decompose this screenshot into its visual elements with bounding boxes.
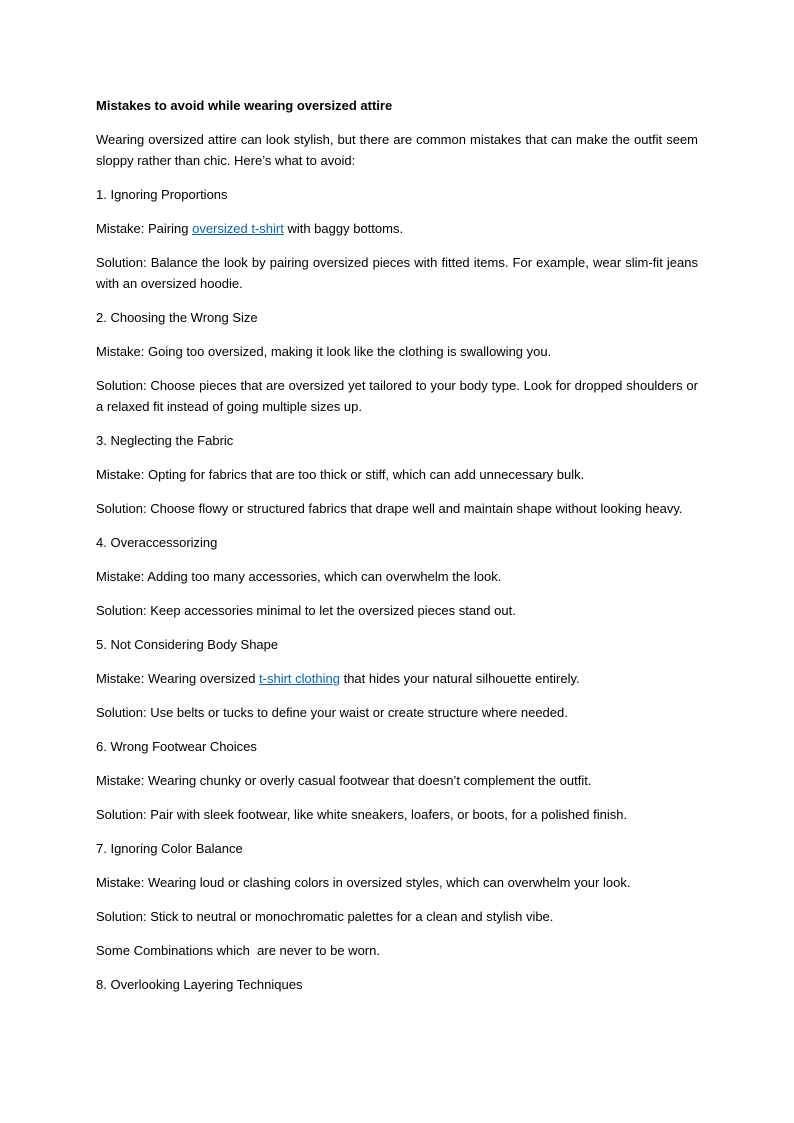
mistake-paragraph: Mistake: Wearing chunky or overly casual footwear that doesn’t complement the outfit. xyxy=(96,773,592,788)
mistake-paragraph: Mistake: Going too oversized, making it look like the clothing is swallowing you. xyxy=(96,344,552,359)
section-heading: 8. Overlooking Layering Techniques xyxy=(96,977,303,992)
section-heading: 2. Choosing the Wrong Size xyxy=(96,310,258,325)
intro-paragraph: Wearing oversized attire can look stylish, but there are common mistakes that can make the outfit seem sloppy rather than chic. Here’s what to avoid: xyxy=(96,132,698,168)
mistake-text: Mistake: Pairing xyxy=(96,221,193,236)
note-paragraph: Some Combinations which are never to be worn. xyxy=(96,943,380,958)
solution-paragraph: Solution: Choose flowy or structured fabrics that drape well and maintain shape without looking heavy. xyxy=(96,501,683,516)
solution-paragraph: Solution: Stick to neutral or monochromatic palettes for a clean and stylish vibe. xyxy=(96,909,554,924)
mistake-paragraph xyxy=(96,218,698,239)
document-title: Mistakes to avoid while wearing oversized attire xyxy=(96,98,393,113)
mistake-paragraph: Mistake: Wearing loud or clashing colors in oversized styles, which can overwhelm your look. xyxy=(96,875,631,890)
solution-paragraph: Solution: Balance the look by pairing oversized pieces with fitted items. For example, wear slim-fit jeans with an oversized hoodie. xyxy=(96,255,698,291)
mistake-text: with baggy bottoms. xyxy=(283,221,404,236)
section-heading: 6. Wrong Footwear Choices xyxy=(96,739,257,754)
section-heading: 1. Ignoring Proportions xyxy=(96,187,228,202)
mistake-paragraph xyxy=(96,668,698,689)
section-heading: 5. Not Considering Body Shape xyxy=(96,637,279,652)
solution-paragraph: Solution: Keep accessories minimal to let the oversized pieces stand out. xyxy=(96,603,516,618)
solution-paragraph: Solution: Use belts or tucks to define your waist or create structure where needed. xyxy=(96,705,568,720)
section-heading: 3. Neglecting the Fabric xyxy=(96,433,234,448)
section-heading: 4. Overaccessorizing xyxy=(96,535,218,550)
oversized-tshirt-link[interactable]: oversized t-shirt xyxy=(192,221,284,236)
mistake-paragraph: Mistake: Adding too many accessories, which can overwhelm the look. xyxy=(96,569,502,584)
mistake-text: that hides your natural silhouette entirely. xyxy=(339,671,580,686)
solution-paragraph: Solution: Pair with sleek footwear, like white sneakers, loafers, or boots, for a polished finish. xyxy=(96,807,628,822)
tshirt-clothing-link[interactable]: t-shirt clothing xyxy=(259,671,340,686)
section-heading: 7. Ignoring Color Balance xyxy=(96,841,243,856)
mistake-text: Mistake: Wearing oversized xyxy=(96,671,260,686)
document-page xyxy=(96,95,698,1008)
mistake-paragraph: Mistake: Opting for fabrics that are too thick or stiff, which can add unnecessary bulk. xyxy=(96,467,585,482)
solution-paragraph: Solution: Choose pieces that are oversized yet tailored to your body type. Look for dropped shoulders or a relaxed fit instead of going multiple sizes up. xyxy=(96,378,698,414)
